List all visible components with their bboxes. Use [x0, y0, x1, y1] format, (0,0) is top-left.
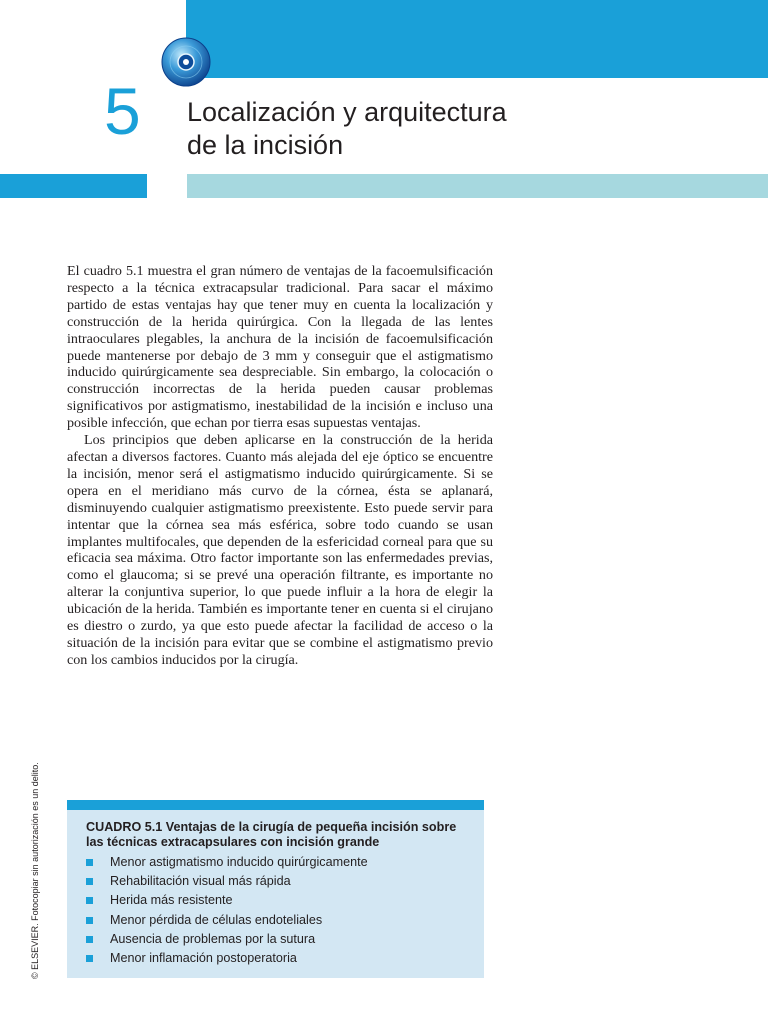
list-item [86, 872, 484, 891]
cd-disc-icon [160, 36, 212, 88]
square-bullet-icon [86, 859, 93, 866]
box-header-bar [67, 800, 484, 810]
copyright-notice: © ELSEVIER. Fotocopiar sin autorización es un delito. [30, 762, 40, 979]
body-paragraph: El cuadro 5.1 muestra el gran número de ventajas de la facoemulsificación respecto a la técnica extracapsular tradicional. Para sacar el máximo partido de estas ventajas hay que tener muy en cuenta la localización y construcción de la herida quirúrgica. Con la llegada de las lentes intraoculares plegables, la anchura de la incisión de facoemulsificación puede mantenerse por debajo de 3 mm y conseguir que el astigmatismo inducido quirúrgicamente sea despreciable. Sin embargo, la colocación o construcción incorrectas de la herida pueden causar problemas significativos por astigmatismo, inestabilidad de la incisión e incluso una posible infección, que echan por tierra esas supuestas ventajas. [67, 263, 493, 432]
top-accent-bar [186, 0, 768, 78]
list-item [86, 911, 484, 930]
list-item-text: Herida más resistente [110, 893, 233, 908]
left-accent-bar [0, 174, 147, 198]
square-bullet-icon [86, 897, 93, 904]
list-item [86, 891, 484, 910]
square-bullet-icon [86, 917, 93, 924]
box-list [86, 853, 484, 968]
chapter-number: 5 [104, 74, 141, 148]
square-bullet-icon [86, 936, 93, 943]
list-item-text: Rehabilitación visual más rápida [110, 874, 291, 889]
list-item [86, 949, 484, 968]
box-5-1 [67, 800, 484, 978]
title-underline-bar [187, 174, 768, 198]
square-bullet-icon [86, 878, 93, 885]
body-paragraph: Los principios que deben aplicarse en la construcción de la herida afectan a diversos factores. Cuanto más alejada del eje óptico se encuentre la incisión, menor será el astigmatismo inducido quirúrgicamente. Si se opera en el meridiano más curvo de la córnea, ésta se aplanará, disminuyendo cualquier astigmatismo preexistente. Esto puede servir para intentar que la córnea sea más esférica, sobre todo cuando se usan implantes multifocales, que dependen de la esfericidad corneal para que su eficacia sea máxima. Otro factor importante son las enfermedades previas, como el glaucoma; si se prevé una operación filtrante, es importante no alterar la conjuntiva superior, lo que puede influir a la hora de elegir la ubicación de la herida. También es importante tener en cuenta si el cirujano es diestro o zurdo, ya que esto puede afectar la facilidad de acceso o la situación de la incisión para evitar que se combine el astigmatismo previo con los cambios inducidos por la cirugía. [67, 432, 493, 668]
list-item [86, 853, 484, 872]
list-item-text: Menor pérdida de células endoteliales [110, 912, 323, 927]
chapter-title-line-2: de la incisión [187, 130, 344, 160]
square-bullet-icon [86, 955, 93, 962]
list-item [86, 930, 484, 949]
list-item-text: Menor astigmatismo inducido quirúrgicamente [110, 855, 368, 869]
box-title: CUADRO 5.1 Ventajas de la cirugía de pequeña incisión sobre las técnicas extracapsulares con incisión grande [86, 820, 457, 849]
list-item-text: Menor inflamación postoperatoria [110, 951, 297, 966]
chapter-title [187, 96, 747, 162]
chapter-title-line-1: Localización y arquitectura [187, 97, 507, 127]
list-item-text: Ausencia de problemas por la sutura [110, 931, 316, 946]
body-text [67, 263, 493, 669]
